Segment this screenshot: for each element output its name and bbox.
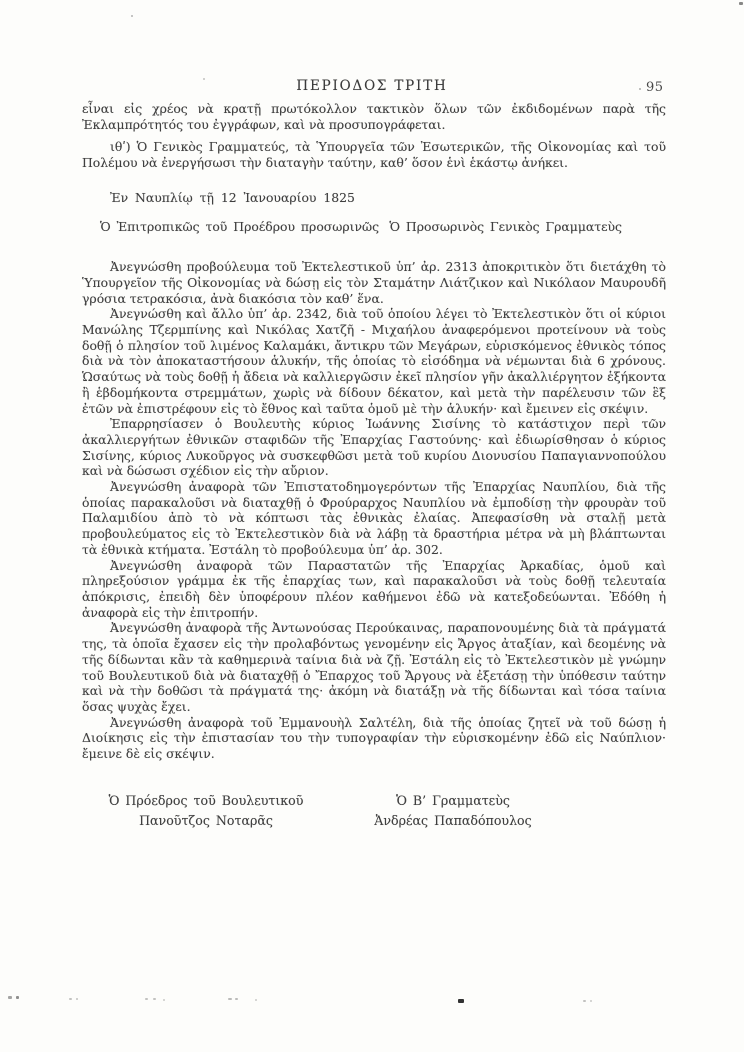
- scan-speck: [739, 2, 743, 5]
- officials-line: [82, 219, 666, 235]
- page-title: ΠΕΡΙΟΔΟΣ ΤΡΙΤΗ: [296, 78, 448, 94]
- scan-speck: [153, 998, 156, 1000]
- scan-speck: [131, 15, 133, 17]
- paragraph: ιθʹ) Ὁ Γενικὸς Γραμματεύς, τὰ Ὑπουργεῖα τῶν Ἐσωτερικῶν, τῆς Οἰκονομίας καὶ τοῦ Πολέμου νὰ ἐνεργήσωσι τὴν διαταγὴν ταύτην, καθ’ ὅσον ἑνὶ ἑκάστῳ ἀνήκει.: [82, 139, 666, 171]
- paragraph: Ἀνεγνώσθη προβούλευμα τοῦ Ἐκτελεστικοῦ ὑπ’ ἀρ. 2313 ἀποκριτικὸν ὅτι διετάχθη τὸ Ὑπουργεῖον τῆς Οἰκονομίας νὰ δώσῃ εἰς τὸν Σταμάτην Λιάτζικον καὶ Νικόλαον Μαυρουδῆ γρόσια τετρακόσια, ἀνὰ διακόσια τὸν καθ’ ἕνα.: [82, 259, 666, 306]
- signature-block: [82, 793, 666, 829]
- minutes-section: [82, 259, 666, 762]
- scan-speck: [583, 1000, 586, 1002]
- scan-speck: [163, 999, 165, 1001]
- paragraph: Ἀνεγνώσθη ἀναφορὰ τῆς Ἀντωνούσας Περούκαινας, παραπονουμένης διὰ τὰ πράγματά της, τὰ ὁποῖα ἔχασεν εἰς τὴν προλαβόντως γενομένην εἰς Ἄργος ἀταξίαν, καὶ δεομένης νὰ τῆς δίδωνται κἂν τὰ καθημερινὰ ταίνια διὰ νὰ ζῇ. Ἐστάλη εἰς τὸ Ἐκτελεστικὸν μὲ γνώμην τοῦ Βουλευτικοῦ διὰ νὰ διαταχθῇ ὁ Ἔπαρχος τοῦ Ἄργους νὰ ἐξετάσῃ τὴν ὑπόθεσιν ταύτην καὶ νὰ τὴν δοθῶσι τὰ πράγματά της· ἀκόμη νὰ διατάξῃ νὰ τῆς δίδωνται καὶ τόσα ταίνια ὅσας ψυχὰς ἔχει.: [82, 620, 666, 714]
- paragraph: Ἀνεγνώσθη καὶ ἄλλο ὑπ’ ἀρ. 2342, διὰ τοῦ ὁποίου λέγει τὸ Ἐκτελεστικὸν ὅτι οἱ κύριοι Μανώλης Τζερμπίνης καὶ Νικόλας Χατζῆ - Μιχαήλου ἀναφερόμενοι προτείνουν νὰ τοὺς δοθῇ ὁ πλησίον τοῦ λιμένος Καλαμάκι, ἄντικρυ τῶν Μεγάρων, εὑρισκόμενος ἐθνικὸς τόπος διὰ νὰ τὸν ἀποκαταστήσουν ἁλυκήν, τῆς ὁποίας τὸ εἰσόδημα νὰ νέμωνται διὰ 6 χρόνους. Ὡσαύτως νὰ τοὺς δοθῇ ἡ ἄδεια νὰ καλλιεργῶσιν ἐκεῖ πλησίον γῆν ἀκαλλιέργητον ἑξήκοντα ἢ ἑβδομήκοντα στρεμμάτων, χωρὶς νὰ δίδουν δέκατον, καὶ μετὰ τὴν παρέλευσιν τῶν ἓξ ἐτῶν νὰ ἐπιστρέφουν εἰς τὸ ἔθνος καὶ ταῦτα ὁμοῦ μὲ τὴν ἁλυκήν· καὶ ἔμεινεν εἰς σκέψιν.: [82, 306, 666, 416]
- scan-speck: [235, 998, 238, 1000]
- scan-speck: [255, 999, 257, 1001]
- scan-speck: [228, 998, 232, 1000]
- scan-speck: [76, 998, 78, 1000]
- scan-speck: [145, 998, 148, 1000]
- signature-name: Ἀνδρέας Παπαδόπουλος: [374, 812, 532, 828]
- document-body: [82, 101, 666, 829]
- page-number: 95: [646, 80, 664, 95]
- running-head: [0, 78, 744, 96]
- paragraph: εἶναι εἰς χρέος νὰ κρατῇ πρωτόκολλον τακτικὸν ὅλων τῶν ἐκδιδομένων παρὰ τῆς Ἐκλαμπρότητός του ἐγγράφων, καὶ νὰ προσυπογράφεται.: [82, 101, 666, 132]
- scan-speck: [69, 998, 72, 1000]
- paragraph: Ἐπαρρησίασεν ὁ Βουλευτὴς κύριος Ἰωάννης Σισίνης τὸ κατάστιχον περὶ τῶν ἀκαλλιεργήτων ἐθνικῶν σταφιδῶν τῆς Ἐπαρχίας Γαστούνης· καὶ ἐδιωρίσθησαν ὁ κύριος Σισίνης, κύριος Λυκοῦργος νὰ συσκεφθῶσι μετὰ τοῦ κυρίου Διονυσίου Παπαγιαννοπούλου καὶ νὰ δώσωσι σχέδιον εἰς τὴν αὔριον.: [82, 416, 666, 479]
- signature-left: [98, 793, 314, 829]
- dateline: Ἐν Ναυπλίῳ τῇ 12 Ἰανουαρίου 1825: [110, 189, 355, 205]
- official-title-right: Ὁ Προσωρινὸς Γενικὸς Γραμματεὺς: [389, 218, 622, 234]
- signature-right: [336, 793, 570, 829]
- paragraph: Ἀνεγνώσθη ἀναφορὰ τῶν Παραστατῶν τῆς Ἐπαρχίας Ἀρκαδίας, ὁμοῦ καὶ πληρεξούσιον γράμμα ἐκ τῆς ἐπαρχίας των, καὶ παρακαλοῦσι νὰ τοὺς δοθῇ τελευταία ἀπόκρισις, ἐπειδὴ δὲν ὑποφέρουν πλέον καθήμενοι ἐδῶ νὰ κατεξοδεύωνται. Ἐδόθη ἡ ἀναφορὰ εἰς τὴν ἐπιτροπήν.: [82, 557, 666, 620]
- official-title-left: Ὁ Ἐπιτροπικῶς τοῦ Προέδρου προσωρινῶς: [100, 218, 380, 234]
- signature-title: Ὁ Β’ Γραμματεὺς: [396, 792, 510, 808]
- signature-title: Ὁ Πρόεδρος τοῦ Βουλευτικοῦ: [108, 792, 304, 808]
- paragraph: Ἀνεγνώσθη ἀναφορὰ τοῦ Ἐμμανουὴλ Σαλτέλη, διὰ τῆς ὁποίας ζητεῖ νὰ τοῦ δώσῃ ἡ Διοίκησις εἰς τὴν ἐπιστασίαν του τὴν τυπογραφίαν τὴν εὑρισκομένην ἐδῶ εἰς Ναύπλιον· ἔμεινε δὲ εἰς σκέψιν.: [82, 714, 666, 762]
- scan-speck: [458, 999, 464, 1003]
- scan-speck: [16, 996, 19, 999]
- scan-speck: [203, 78, 205, 80]
- scan-speck: [8, 996, 12, 999]
- paragraph: Ἀνεγνώσθη ἀναφορὰ τῶν Ἐπιστατοδημογερόντων τῆς Ἐπαρχίας Ναυπλίου, διὰ τῆς ὁποίας παρακαλοῦσι νὰ διαταχθῇ ὁ Φρούραρχος Ναυπλίου νὰ ἐμποδίσῃ τὴν φρουρὰν τοῦ Παλαμιδίου ἀπὸ τὸ νὰ κόπτωσι τὰς ἐθνικὰς ἐλαίας. Ἀπεφασίσθη νὰ σταλῇ μετὰ προβουλεύματος εἰς τὸ Ἐκτελεστικὸν διὰ νὰ λάβῃ τὰ δραστήρια μέτρα νὰ μὴ βλάπτωνται τὰ ἐθνικὰ κτήματα. Ἐστάλη τὸ προβούλευμα ὑπ’ ἀρ. 302.: [82, 479, 666, 557]
- scan-speck: [590, 1000, 592, 1002]
- scan-speck: [639, 88, 641, 90]
- signature-name: Πανοῦτζος Νοταρᾶς: [139, 812, 273, 828]
